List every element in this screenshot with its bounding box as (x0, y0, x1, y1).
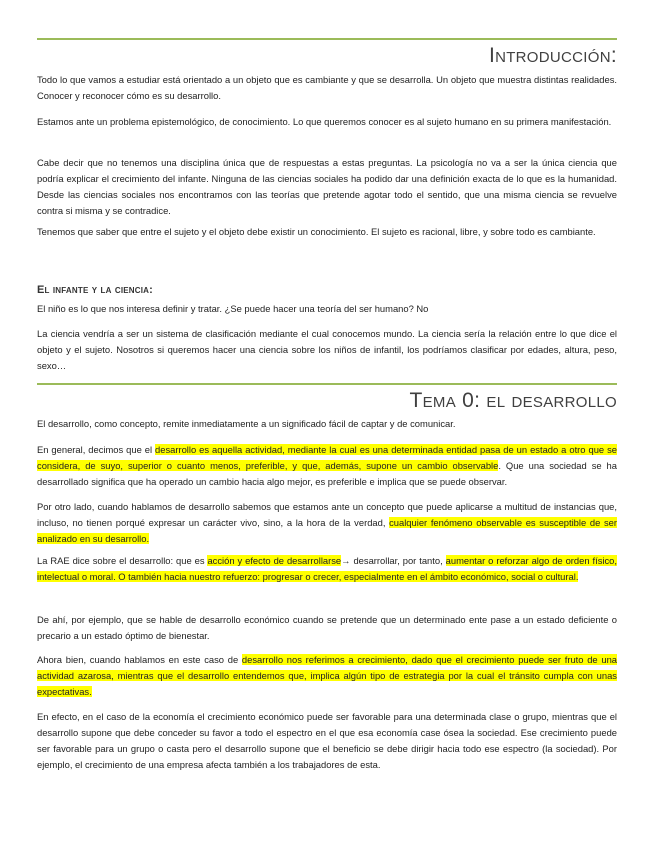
intro-paragraph-3: Cabe decir que no tenemos una disciplina única que de respuestas a estas preguntas. La psicología no va a ser la única ciencia que podría explicar el crecimiento del infante. Ninguna de las ciencias sociales ha podido dar una definición exacta de lo que es la humanidad. Desde las ciencias sociales nos encontramos con las teorías que pretende agotar todo el sentido, que una misma ciencia se revuelve contra si misma y se contradice. (37, 157, 617, 216)
tema0-heading: Tema 0: el desarrollo (409, 389, 617, 412)
intro-paragraph-4: Tenemos que saber que entre el sujeto y el objeto debe existir un conocimiento. El sujeto es racional, libre, y sobre todo es cambiante. (37, 226, 596, 237)
highlighted-text: cualquier fenómeno observable es susceptible de ser analizado en su desarrollo. (37, 517, 617, 544)
highlighted-text: desarrollo es aquella actividad, mediante la cual es una determinada entidad pasa de un estado a otro que se considera, de suyo, superior o cuanto menos, preferible, y que, además, supone un cambio observable (37, 444, 617, 471)
highlighted-text: desarrollo nos referimos a crecimiento, dado que el crecimiento puede ser fruto de una actividad azarosa, mientras que el desarrollo entendemos que, implica algún tipo de estrategia por la cual el tránsito cumpla con unas expectativas. (37, 654, 617, 697)
intro-paragraph-1: Todo lo que vamos a estudiar está orientado a un objeto que es cambiante y que se desarrolla. Un objeto que muestra distintas realidades. Conocer y reconocer cómo es su desarrollo. (37, 74, 617, 101)
text-run: . Que una sociedad se ha desarrollado significa que ha operado un cambio hacia algo mejor, es preferible e implica que se puede observar. (37, 460, 617, 487)
tema0-paragraph-7: En efecto, en el caso de la economía el crecimiento económico puede ser favorable para una determinada clase o grupo, mientras que el desarrollo supone que debe conceder su favor a todo el espectro en el que esa economía case ósea la sociedad. Ese crecimiento puede ser favorable para un grupo o casta pero el desarrollo supone que el beneficio se debe dirigir hacia todo ese espectro (la sociedad). Por ejemplo, el crecimiento de una empresa afecta también a los trabajadores de esta. (37, 711, 617, 770)
tema0-paragraph-4 (37, 553, 617, 585)
top-rule (37, 38, 617, 40)
text-run: Ahora bien, cuando hablamos en este caso de (37, 654, 242, 665)
introduccion-heading: Introducción: (488, 44, 617, 67)
text-run: En general, decimos que el (37, 444, 156, 455)
section-rule (37, 383, 617, 385)
tema0-paragraph-1: El desarrollo, como concepto, remite inmediatamente a un significado fácil de captar y de comunicar. (37, 418, 456, 429)
tema0-paragraph-2 (37, 442, 617, 490)
infante-paragraph-1: El niño es lo que nos interesa definir y tratar. ¿Se puede hacer una teoría del ser humano? No (37, 303, 429, 314)
highlighted-text: aumentar o reforzar algo de orden físico, intelectual o moral. O también hacia nuestro refuerzo: progresar o crecer, especialmente en el ámbito económico, social o cultural. (37, 555, 617, 582)
text-run: Por otro lado, cuando hablamos de desarrollo sabemos que estamos ante un concepto que puede aplicarse a multitud de instancias que, incluso, no tienen porqué expresar un carácter vivo, sino, a la hora de la verdad, (37, 501, 617, 528)
infante-subheading: El infante y la ciencia: (37, 284, 154, 296)
tema0-paragraph-5: De ahí, por ejemplo, que se hable de desarrollo económico cuando se pretende que un determinado ente pase a un estado deficiente o precario a un estado óptimo de bienestar. (37, 614, 617, 641)
text-run: → desarrollar, por tanto, (341, 555, 446, 566)
tema0-paragraph-6 (37, 652, 617, 700)
infante-paragraph-2: La ciencia vendría a ser un sistema de clasificación mediante el cual conocemos mundo. La ciencia sería la relación entre lo que dice el objeto y el sujeto. Nosotros si queremos hacer una ciencia sobre los niños de infantil, los podríamos clasificar por edades, altura, peso, sexo… (37, 328, 617, 371)
text-run: La RAE dice sobre el desarrollo: que es (37, 555, 208, 566)
highlighted-text: acción y efecto de desarrollarse (207, 555, 342, 566)
intro-paragraph-2: Estamos ante un problema epistemológico, de conocimiento. Lo que queremos conocer es al sujeto humano en su primera manifestación. (37, 116, 612, 127)
tema0-paragraph-3 (37, 499, 617, 547)
